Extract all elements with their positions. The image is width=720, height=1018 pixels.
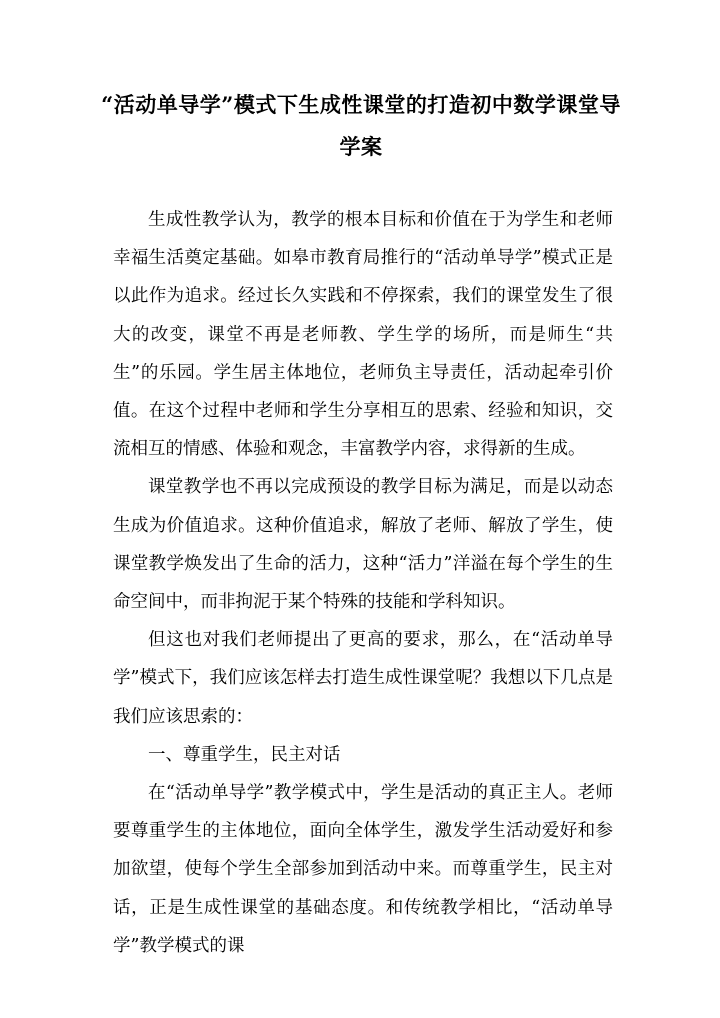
paragraph-4: 在“活动单导学”教学模式中，学生是活动的真正主人。老师要尊重学生的主体地位，面向全体学生，激发学生活动爱好和参加欲望，使每个学生全部参加到活动中来。而尊重学生，民主对话，正是生成性课堂的基础态度。和传统教学相比，“活动单导学”教学模式的课 (113, 783, 613, 956)
document-body (113, 201, 613, 965)
paragraph-1: 生成性教学认为，教学的根本目标和价值在于为学生和老师幸福生活奠定基础。如皋市教育局推行的“活动单导学”模式正是以此作为追求。经过长久实践和不停探索，我们的课堂发生了很大的改变，课堂不再是老师教、学生学的场所，而是师生“共生”的乐园。学生居主体地位，老师负主导责任，活动起牵引价值。在这个过程中老师和学生分享相互的思索、经验和知识，交流相互的情感、体验和观念，丰富教学内容，求得新的生成。 (113, 210, 613, 460)
paragraph-3: 但这也对我们老师提出了更高的要求，那么，在“活动单导学”模式下，我们应该怎样去打造生成性课堂呢？我想以下几点是我们应该思索的： (113, 630, 613, 727)
document-title: “活动单导学”模式下生成性课堂的打造初中数学课堂导学案 (101, 92, 621, 159)
paragraph-2: 课堂教学也不再以完成预设的教学目标为满足，而是以动态生成为价值追求。这种价值追求，解放了老师、解放了学生，使课堂教学焕发出了生命的活力，这种“活力”洋溢在每个学生的生命空间中，而非拘泥于某个特殊的技能和学科知识。 (113, 477, 613, 613)
section-heading-1: 一、尊重学生，民主对话 (148, 744, 341, 765)
